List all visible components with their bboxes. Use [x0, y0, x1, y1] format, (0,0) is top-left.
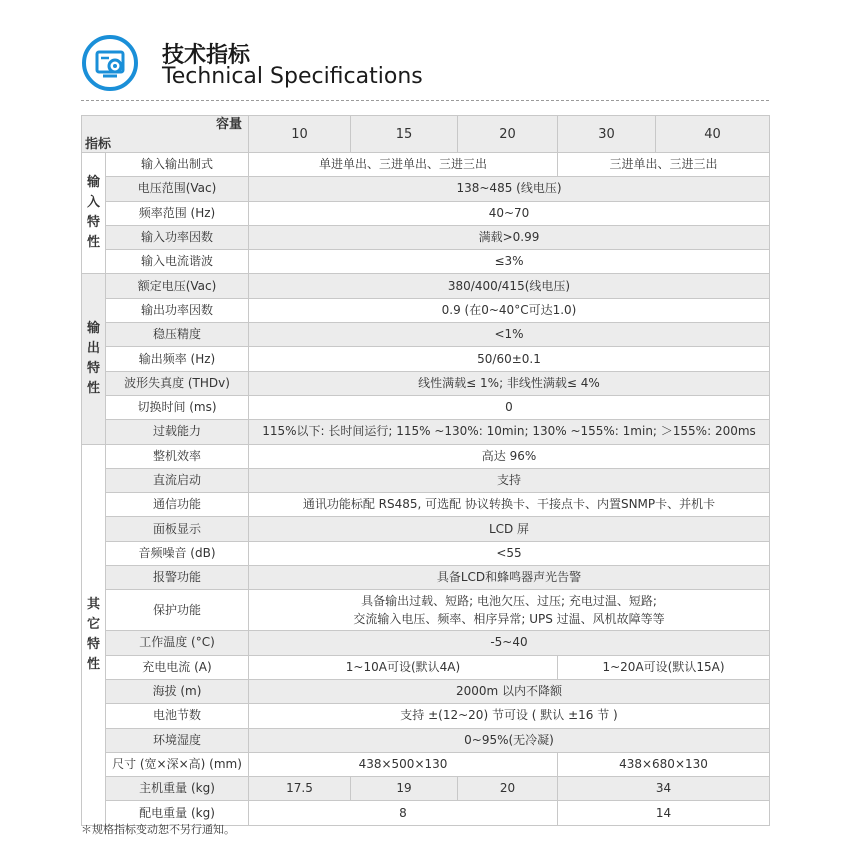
table-row [82, 153, 770, 177]
protection-line-2: 交流输入电压、频率、相序异常; UPS 过温、风机故障等等 [353, 612, 665, 627]
header-divider [81, 100, 769, 101]
table-row [82, 679, 770, 703]
row-label: 频率范围 (Hz) [106, 201, 249, 225]
row-value: 具备LCD和蜂鸣器声光告警 [249, 566, 770, 590]
table-row [82, 728, 770, 752]
row-label: 额定电压(Vac) [106, 274, 249, 298]
row-label: 报警功能 [106, 566, 249, 590]
row-label: 尺寸 (宽×深×高) (mm) [106, 752, 249, 776]
row-label: 直流启动 [106, 468, 249, 492]
gear-document-icon [81, 34, 139, 92]
row-value: <1% [249, 323, 770, 347]
row-label: 通信功能 [106, 493, 249, 517]
group-input-label: 输 入 特 性 [86, 175, 100, 251]
row-value: 支持 ±(12~20) 节可设 ( 默认 ±16 节 ) [249, 704, 770, 728]
row-value: 14 [558, 801, 770, 825]
row-value: 支持 [249, 468, 770, 492]
table-row [82, 541, 770, 565]
row-value: 115%以下: 长时间运行; 115% ~130%: 10min; 130% ~155%: 1min; ＞155%: 200ms [249, 420, 770, 444]
row-value: 438×500×130 [249, 752, 558, 776]
row-label: 音频噪音 (dB) [106, 541, 249, 565]
group-other-label: 其 它 特 性 [86, 596, 100, 672]
row-label: 电池节数 [106, 704, 249, 728]
page-title: 技术指标 [162, 43, 251, 68]
capacity-10: 10 [249, 116, 351, 153]
row-value: 高达 96% [249, 444, 770, 468]
group-other [82, 444, 106, 825]
corner-cell [82, 116, 249, 153]
row-value: 8 [249, 801, 558, 825]
table-row [82, 468, 770, 492]
row-label: 主机重量 (kg) [106, 777, 249, 801]
table-row [82, 371, 770, 395]
row-value: 438×680×130 [558, 752, 770, 776]
row-value: 单进单出、三进单出、三进三出 [249, 153, 558, 177]
row-value: 20 [458, 777, 558, 801]
row-value: 50/60±0.1 [249, 347, 770, 371]
row-value: LCD 屏 [249, 517, 770, 541]
table-row [82, 752, 770, 776]
indicator-label: 指标 [85, 137, 112, 152]
row-label: 输入输出制式 [106, 153, 249, 177]
row-value: <55 [249, 541, 770, 565]
table-row [82, 566, 770, 590]
row-value: 1~10A可设(默认4A) [249, 655, 558, 679]
group-output [82, 274, 106, 444]
spec-table [81, 115, 770, 826]
row-value: ≤3% [249, 250, 770, 274]
table-row [82, 201, 770, 225]
row-label: 输入功率因数 [106, 225, 249, 249]
capacity-15: 15 [351, 116, 458, 153]
row-value [249, 590, 770, 631]
table-row [82, 590, 770, 631]
row-label: 环境湿度 [106, 728, 249, 752]
row-label: 充电电流 (A) [106, 655, 249, 679]
row-value: 0.9 (在0~40°C可达1.0) [249, 298, 770, 322]
table-row [82, 444, 770, 468]
row-label: 切换时间 (ms) [106, 395, 249, 419]
table-row [82, 493, 770, 517]
table-row [82, 250, 770, 274]
table-row [82, 323, 770, 347]
group-input [82, 153, 106, 274]
row-label: 工作温度 (°C) [106, 631, 249, 655]
row-value: 0~95%(无冷凝) [249, 728, 770, 752]
row-value: 17.5 [249, 777, 351, 801]
table-row [82, 225, 770, 249]
row-label: 整机效率 [106, 444, 249, 468]
table-header-row [82, 116, 770, 153]
row-value: 三进单出、三进三出 [558, 153, 770, 177]
table-row [82, 517, 770, 541]
row-value: 通讯功能标配 RS485, 可选配 协议转换卡、干接点卡、内置SNMP卡、并机卡 [249, 493, 770, 517]
row-label: 面板显示 [106, 517, 249, 541]
row-label: 海拔 (m) [106, 679, 249, 703]
row-value: 138~485 (线电压) [249, 177, 770, 201]
row-value: -5~40 [249, 631, 770, 655]
row-value: 2000m 以内不降额 [249, 679, 770, 703]
table-row [82, 704, 770, 728]
row-value: 380/400/415(线电压) [249, 274, 770, 298]
row-label: 输入电流谐波 [106, 250, 249, 274]
page-subtitle: Technical Specifications [162, 64, 423, 89]
table-row [82, 631, 770, 655]
row-label: 电压范围(Vac) [106, 177, 249, 201]
row-value: 线性满载≤ 1%; 非线性满载≤ 4% [249, 371, 770, 395]
table-row [82, 274, 770, 298]
table-row [82, 347, 770, 371]
row-value: 40~70 [249, 201, 770, 225]
capacity-20: 20 [458, 116, 558, 153]
group-output-label: 输 出 特 性 [86, 321, 100, 397]
table-row [82, 395, 770, 419]
table-row [82, 655, 770, 679]
row-label: 过载能力 [106, 420, 249, 444]
capacity-30: 30 [558, 116, 656, 153]
row-label: 保护功能 [106, 590, 249, 631]
row-label: 波形失真度 (THDv) [106, 371, 249, 395]
table-row [82, 177, 770, 201]
row-value: 34 [558, 777, 770, 801]
row-label: 稳压精度 [106, 323, 249, 347]
footnote: ＊规格指标变动恕不另行通知。 [81, 823, 235, 836]
row-value: 19 [351, 777, 458, 801]
row-label: 输出频率 (Hz) [106, 347, 249, 371]
row-label: 配电重量 (kg) [106, 801, 249, 825]
table-row [82, 298, 770, 322]
row-value: 1~20A可设(默认15A) [558, 655, 770, 679]
table-row [82, 420, 770, 444]
protection-line-1: 具备输出过载、短路; 电池欠压、过压; 充电过温、短路; [361, 594, 657, 609]
row-value: 0 [249, 395, 770, 419]
row-value: 满载>0.99 [249, 225, 770, 249]
row-label: 输出功率因数 [106, 298, 249, 322]
capacity-40: 40 [656, 116, 770, 153]
table-row [82, 777, 770, 801]
capacity-label: 容量 [215, 117, 242, 132]
